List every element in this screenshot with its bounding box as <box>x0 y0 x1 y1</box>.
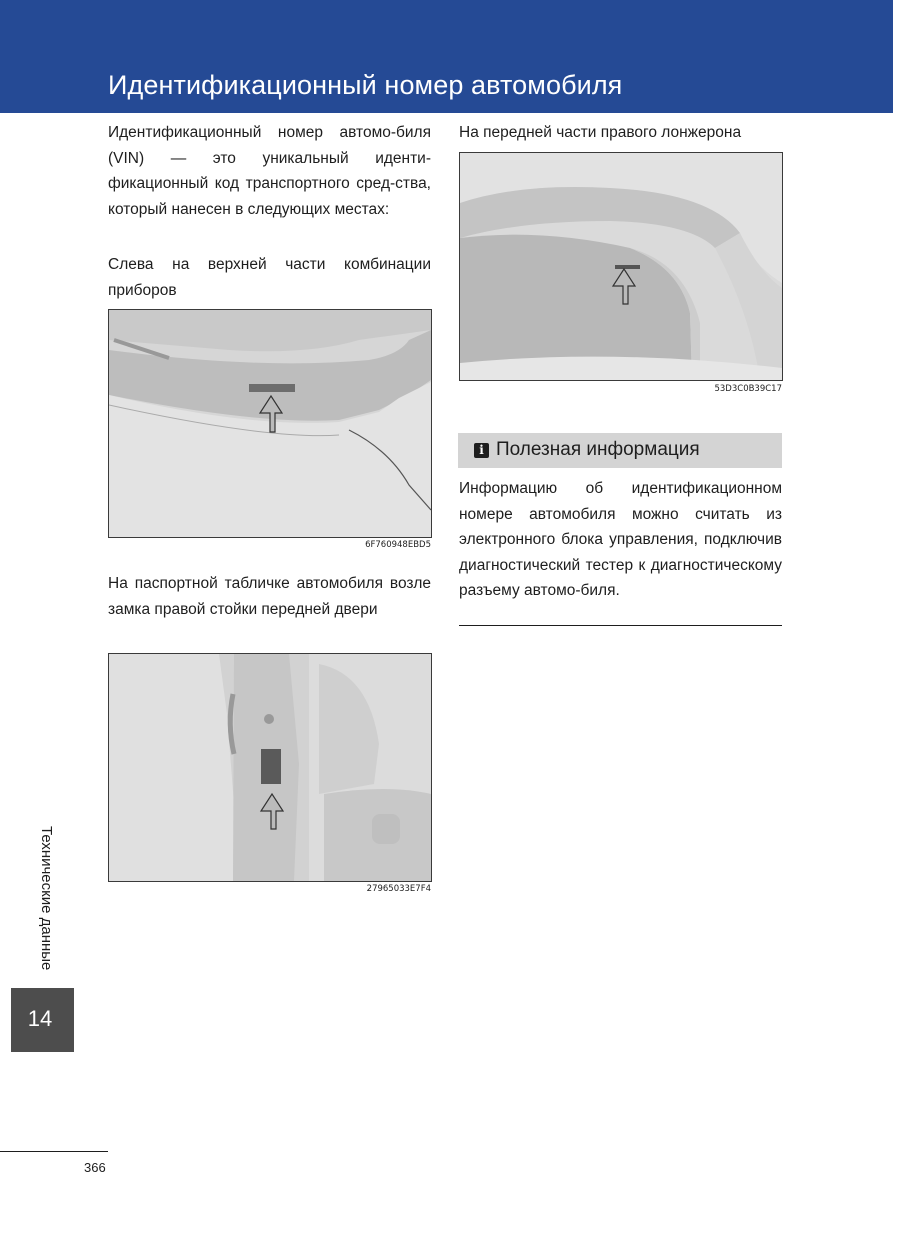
instrument-cluster-photo <box>108 309 432 538</box>
image-code: 53D3C0B39C17 <box>714 384 782 394</box>
page-title: Идентификационный номер автомобиля <box>108 70 623 100</box>
page-header <box>0 0 893 113</box>
info-icon: i <box>474 443 489 458</box>
info-box-title: Полезная информация <box>496 439 700 460</box>
section-label: Технические данные <box>38 826 55 971</box>
location-side-member-text: На передней части правого лонжерона <box>459 124 742 141</box>
chapter-tab <box>11 988 74 1052</box>
door-pillar-photo <box>108 653 432 882</box>
chapter-number: 14 <box>27 1006 53 1031</box>
page-number: 366 <box>84 1160 106 1175</box>
location-instrument-cluster-text: Слева на верхней части комбинации приборов <box>108 256 431 299</box>
intro-paragraph: Идентификационный номер автомо-биля (VIN) — это уникальный иденти-фикационный код транспортного сред-ства, который нанесен в следующих местах: <box>108 124 431 218</box>
info-box-header <box>458 433 782 468</box>
info-box-text: Информацию об идентификационном номере автомобиля можно считать из электронного блока управления, подключив диагностический тестер к диагностическому разъему автомо-биля. <box>459 480 782 599</box>
location-door-pillar-text: На паспортной табличке автомобиля возле замка правой стойки передней двери <box>108 575 431 618</box>
image-code: 6F760948EBD5 <box>365 540 431 550</box>
side-member-photo <box>459 152 783 381</box>
footer-divider <box>0 1151 108 1152</box>
info-box-divider <box>459 625 782 626</box>
image-code: 27965033E7F4 <box>366 884 431 894</box>
